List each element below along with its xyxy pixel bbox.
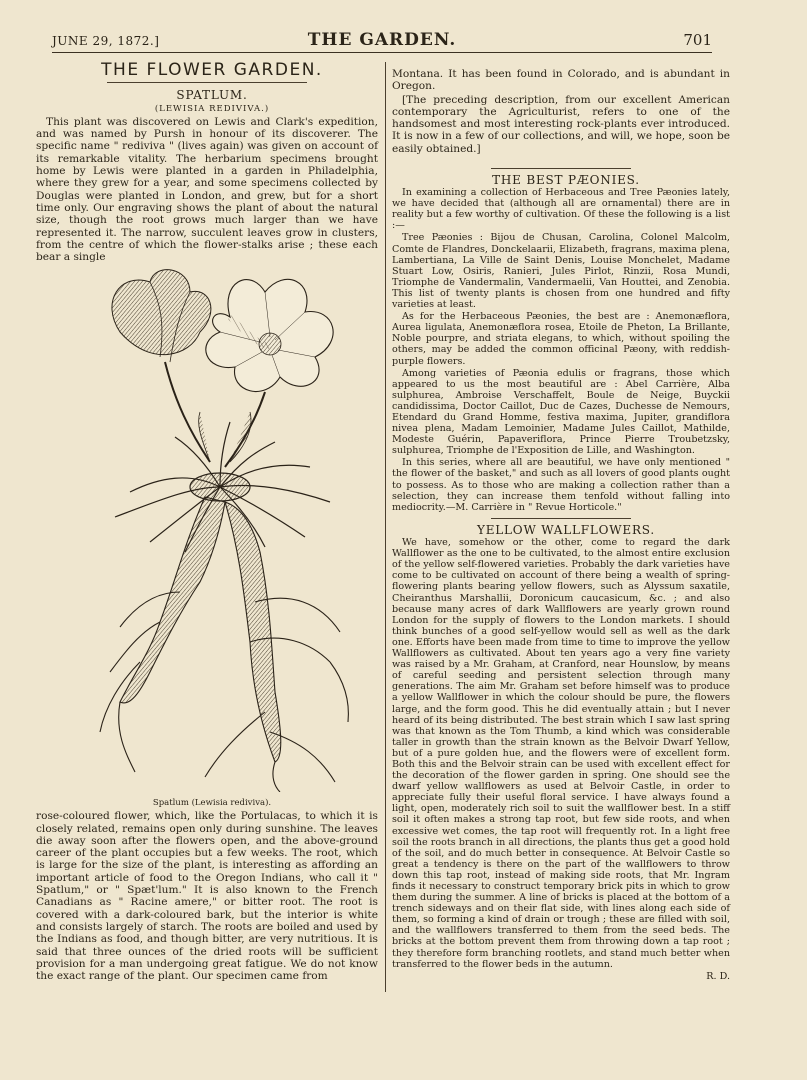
wallflowers-top-rule (491, 518, 631, 519)
paeonies-paragraph-5: In this series, where all are beautiful, we have only mentioned " the flower of the basket," and such as all lovers of good plants ought to possess. As to those who are making a collection rather than a selection, they can increase them tenfold without falling into mediocrity.—M. Carrière in " Revue Horticole." (392, 457, 730, 513)
wallflowers-paragraph-1: We have, somehow or the other, come to regard the dark Wallflower as the one to be cultivated, to the almost entire exclusion of the yellow self-flowered varieties. Probably the dark varieties have come to be cultivated on account of there being a wealth of spring-flowering plants bearing yellow flowers, such as Alyssum saxatile, Cheiranthus Marshallii, Doronicum caucasicum, &c. ; and also because many acres of dark Wallflowers are yearly grown round London for the supply of flowers to the London markets. I should think bunches of a good self-yellow would sell as well as the dark one. Efforts have been made from time to time to improve the yellow Wallflowers as cultivated. About ten years ago a very fine variety was raised by a Mr. Graham, at Cranford, near Hounslow, by means of careful seeding and persistent selection through many generations. The aim Mr. Graham set before himself was to produce a yellow Wallflower in which the colour should be pure, the flowers large, and the form good. This he did eventually attain ; but I never heard of its being distributed. The best strain which I saw last spring was that known as the Tom Thumb, a kind which was considerable taller in growth than the strain known as the Belvoir Dwarf Yellow, but of a pure golden hue, and the flowers were of excellent form. Both this and the Belvoir strain can be used with excellent effect for the decoration of the flower garden in spring. One should see the dwarf yellow wallflowers as used at Belvoir Castle, in order to appreciate fully their useful floral service. I have always found a light, open, moderately rich soil to suit the wallflower best. In a stiff soil it often makes a strong tap root, but few side roots, and when excessive wet comes, the tap root will frequently rot. In a light free soil the roots branch in all directions, the plants thus get a good hold of the soil, and do much better in consequence. At Belvoir Castle so great a tendency is there on the part of the wallflowers to throw down this tap root, instead of making side roots, that Mr. Ingram finds it necessary to construct temporary brick pits in which to grow them during the summer. A line of bricks is placed at the bottom of a trench sideways and on their flat side, with lines along each side of them, so forming a kind of drain or trough ; these are filled with soil, and the wallflowers transferred to them from the seed beds. The bricks at the bottom prevent them from throwing down a tap root ; they therefore form branching rootlets, and stand much better when transferred to the flower beds in the autumn. (392, 537, 730, 970)
title-rule (107, 82, 307, 83)
wallflowers-title: YELLOW WALLFLOWERS. (476, 523, 655, 537)
editor-note: [The preceding description, from our excellent American contemporary the Agriculturist, refers to one of the handsomest and most interesting rock-plants ever introduced. It is now in a few of our collections, and will, we hope, soon be easily obtained.] (392, 93, 730, 155)
journal-title: THE GARDEN. (307, 30, 457, 50)
article-title: SPATLUM. (176, 88, 248, 103)
article-subtitle: (LEWISIA REDIVIVA.) (154, 103, 270, 114)
spatlum-engraving (80, 262, 380, 792)
spatlum-paragraph-1: This plant was discovered on Lewis and Clark's expedition, and was named by Pursh in honour of its discoverer. The specific name " rediviva " (lives again) was given on account of its remarkable vitality. The herbarium specimens brought home by Lewis were planted in a garden in Philadelphia, where they grew for a year, and some specimens collected by Douglas were planted in London, and grew, but for a short time only. Our engraving shows the plant of about the natural size, though the root grows much larger than we have represented it. The narrow, succulent leaves grow in clusters, from the centre of which the flower-stalks arise ; these each bear a single (36, 115, 378, 264)
wallflowers-article (392, 512, 730, 983)
section-title: THE FLOWER GARDEN. (101, 60, 323, 80)
closed-flower-bud (112, 270, 211, 362)
right-column-top (392, 68, 730, 156)
page-number: 701 (683, 31, 712, 49)
paeonies-article (392, 162, 730, 514)
left-column-bottom (36, 797, 378, 983)
issue-date: JUNE 29, 1872.] (52, 34, 160, 48)
column-divider (385, 62, 386, 992)
paeonies-paragraph-4: Among varieties of Pæonia edulis or fragrans, those which appeared to us the most beautiful are : Abel Carrière, Alba sulphurea, Ambroise Verschaffelt, Boule de Neige, Buyckii candidissima, Doctor Caillot, Duc de Cazes, Duchesse de Nemours, Etendard du Grand Homme, festiva maxima, Jupiter, grandiflora nivea plena, Madam Lemoinier, Madame Jules Caillot, Mathilde, Modeste Guérin, Papaveriflora, Prince Pierre Troubetzsky, sulphurea, Triomphe de l'Exposition de Lille, and Washington. (392, 367, 730, 457)
paeonies-paragraph-1: In examining a collection of Herbaceous and Tree Pæonies lately, we have decided that (although all are ornamental) there are in reality but a few worthy of cultivation. Of these the following is a list :— (392, 187, 730, 232)
spatlum-paragraph-2: rose-coloured flower, which, like the Portulacas, to which it is closely related, remains open only during sunshine. The leaves die away soon after the flowers open, and the above-ground career of the plant occupies but a few weeks. The root, which is large for the size of the plant, is interesting as affording an important article of food to the Oregon Indians, who call it " Spatlum," or " Spæt'lum." It is also known to the French Canadians as " Racine amere," or bitter root. The root is covered with a dark-coloured bark, but the interior is white and consists largely of starch. The roots are boiled and used by the Indians as food, and though bitter, are very nutritious. It is said that three ounces of the dried roots will be sufficient provision for a man undergoing great fatigue. We do not know the exact range of the plant. Our specimen came from (36, 810, 378, 983)
taproot (100, 497, 348, 792)
leaf-rosette (115, 422, 330, 552)
paeonies-title: THE BEST PÆONIES. (492, 173, 640, 187)
paeonies-top-rule (491, 168, 631, 169)
left-column-top (36, 60, 378, 264)
paeonies-paragraph-3: As for the Herbaceous Pæonies, the best are : Anemonæflora, Aurea ligulata, Anemonæflora rosea, Etoile de Pheton, La Brillante, Noble pourpre, and striata elegans, to which, without spoiling the others, may be added the common officinal Pæony, with reddish-purple flowers. (392, 311, 730, 367)
open-flower (206, 279, 333, 391)
author-signature: R. D. (706, 970, 730, 982)
paeonies-paragraph-2: Tree Pæonies : Bijou de Chusan, Carolina, Colonel Malcolm, Comte de Flandres, Donckelaarii, Elizabeth, fragrans, maxima plena, Lambertiana, La Ville de Saint Denis, Louise Monchelet, Madame Stuart Low, Osiris, Ranieri, Jules Pirlot, Rinzii, Rosa Mundi, Triomphe de Vandermalin, Vandermaelii, Van Houttei, and Zenobia. This list of twenty plants is chosen from one hundred and fifty varieties at least. (392, 232, 730, 311)
spatlum-continuation: Montana. It has been found in Colorado, and is abundant in Oregon. (392, 68, 730, 93)
page-header (52, 30, 712, 53)
engraving-caption: Spatlum (Lewisia rediviva). (152, 798, 272, 808)
